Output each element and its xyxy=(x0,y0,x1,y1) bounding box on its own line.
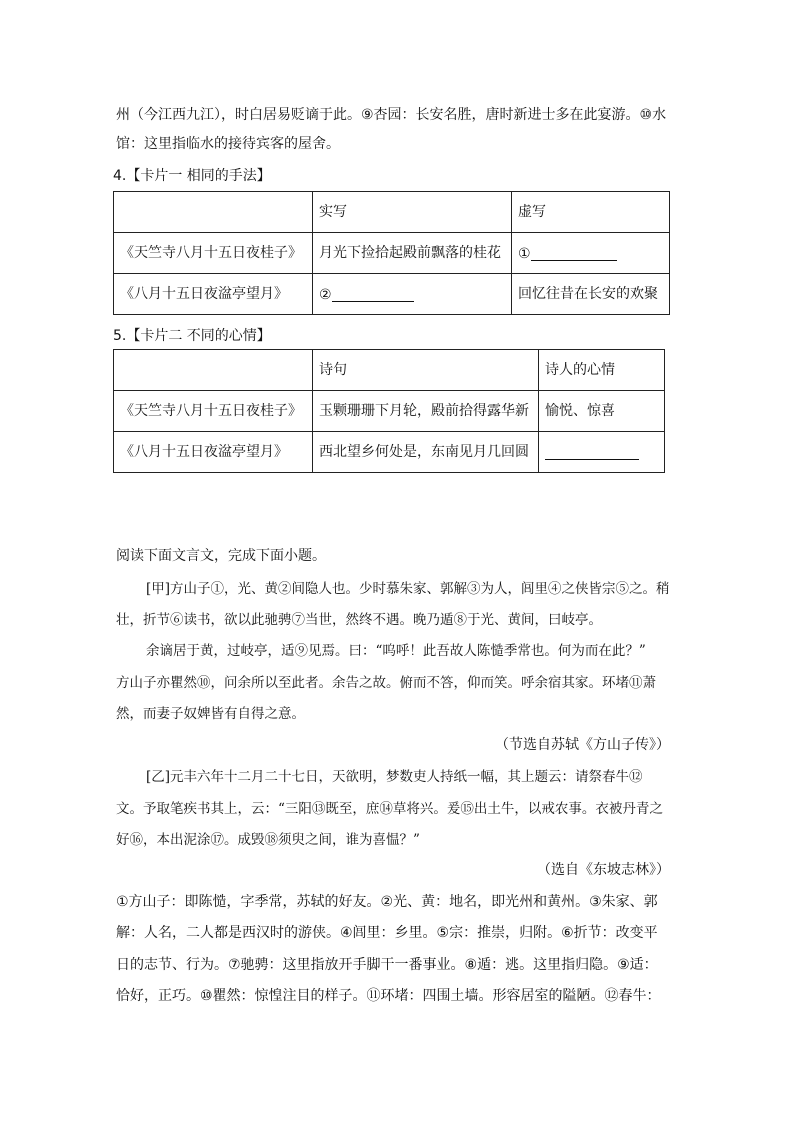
card-two-table xyxy=(113,349,665,473)
reading-instruction: 阅读下面文言文，完成下面小题。 xyxy=(116,548,326,564)
answer-blank[interactable] xyxy=(332,287,414,302)
note-line-2: 馆：这里指临水的接待宾客的屋舍。 xyxy=(116,136,340,152)
table-row xyxy=(114,432,665,473)
passage-yi-source: （选自《东坡志林》） xyxy=(537,862,670,878)
table-cell: 西北望乡何处是，东南见月几回圆 xyxy=(313,432,539,473)
table-row xyxy=(114,274,670,315)
note-line-1: 州（今江西九江），时白居易贬谪于此。⑨杏园：长安名胜，唐时新进士多在此宴游。⑩水 xyxy=(116,107,667,123)
table-header-cell xyxy=(114,192,313,233)
annotation-line: 解：人名，二人都是西汉时的游侠。④闾里：乡里。⑤宗：推崇，归附。⑥折节：改变平 xyxy=(116,925,658,941)
passage-jia-line: 方山子亦瞿然⑩，问余所以至此者。余告之故。俯而不答，仰而笑。呼余宿其家。环堵⑪萧 xyxy=(116,675,656,691)
passage-jia-source: （节选自苏轼《方山子传》） xyxy=(495,737,670,753)
passage-yi-line: 文。予取笔疾书其上，云：“三阳⑬既至，庶⑭草将兴。爰⑮出土牛，以戒农事。衣被丹青之 xyxy=(116,801,663,817)
answer-blank-cell[interactable] xyxy=(512,233,670,274)
table-row xyxy=(114,192,670,233)
table-cell: 玉颗珊珊下月轮，殿前拾得露华新 xyxy=(313,391,539,432)
table-header-cell xyxy=(114,350,313,391)
blank-marker: ① xyxy=(518,245,531,262)
q5-heading: 5.【卡片二 不同的心情】 xyxy=(113,328,271,344)
table-header-cell: 实写 xyxy=(313,192,512,233)
table-cell: 愉悦、惊喜 xyxy=(539,391,665,432)
q4-heading: 4.【卡片一 相同的手法】 xyxy=(113,168,271,184)
table-cell: 《八月十五日夜湓亭望月》 xyxy=(114,432,313,473)
answer-blank-cell[interactable] xyxy=(539,432,665,473)
table-row xyxy=(114,350,665,391)
table-header-cell: 诗人的心情 xyxy=(539,350,665,391)
passage-yi-line: [乙]元丰六年十二月二十七日，天欲明，梦数吏人持纸一幅，其上题云：请祭春牛⑫ xyxy=(146,769,643,785)
table-row xyxy=(114,391,665,432)
table-cell: 月光下捡拾起殿前飘落的桂花 xyxy=(313,233,512,274)
table-cell: 回忆往昔在长安的欢聚 xyxy=(512,274,670,315)
passage-jia-line: [甲]方山子①，光、黄②间隐人也。少时慕朱家、郭解③为人，闾里④之侠皆宗⑤之。稍 xyxy=(146,581,670,597)
answer-blank[interactable] xyxy=(545,445,639,460)
table-header-cell: 虚写 xyxy=(512,192,670,233)
table-cell: 《八月十五日夜湓亭望月》 xyxy=(114,274,313,315)
passage-jia-line: 壮，折节⑥读书，欲以此驰骋⑦当世，然终不遇。晚乃遁⑧于光、黄间，曰岐亭。 xyxy=(116,612,602,628)
table-cell: 《天竺寺八月十五日夜桂子》 xyxy=(114,233,313,274)
answer-blank[interactable] xyxy=(531,246,617,261)
annotation-line: 日的志节、行为。⑦驰骋：这里指放开手脚干一番事业。⑧遁：逃。这里指归隐。⑨适： xyxy=(116,957,658,973)
table-header-cell: 诗句 xyxy=(313,350,539,391)
passage-jia-line: 余谪居于黄，过岐亭，适⑨见焉。曰：“呜呼！此吾故人陈慥季常也。何为而在此？” xyxy=(146,643,646,659)
answer-blank-cell[interactable] xyxy=(313,274,512,315)
passage-jia-line: 然，而妻子奴婢皆有自得之意。 xyxy=(116,706,305,722)
table-cell: 《天竺寺八月十五日夜桂子》 xyxy=(114,391,313,432)
table-row xyxy=(114,233,670,274)
annotation-line: ①方山子：即陈慥，字季常，苏轼的好友。②光、黄：地名，即光州和黄州。③朱家、郭 xyxy=(116,894,658,910)
annotation-line: 恰好，正巧。⑩瞿然：惊惶注目的样子。⑪环堵：四围土墙。形容居室的隘陋。⑫春牛： xyxy=(116,988,661,1004)
passage-yi-line: 好⑯，本出泥涂⑰。成毁⑱须臾之间，谁为喜愠？” xyxy=(116,832,420,848)
card-one-table xyxy=(113,191,670,315)
blank-marker: ② xyxy=(319,286,332,303)
